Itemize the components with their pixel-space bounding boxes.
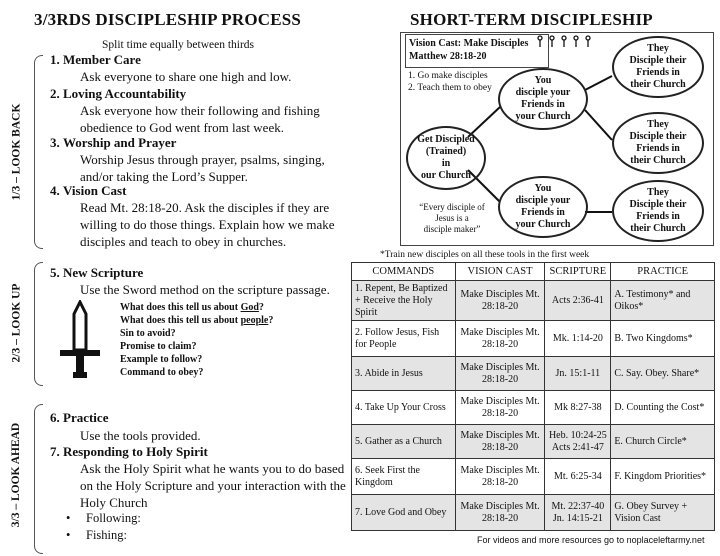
they-circle-1: They Disciple their Friends in their Church bbox=[612, 36, 704, 98]
question-people: What does this tell us about people? bbox=[120, 315, 274, 326]
cell-scripture: Jn. 15:1-11 bbox=[545, 357, 611, 391]
table-row bbox=[352, 495, 715, 531]
cell-scripture: Heb. 10:24-25 Acts 2:41-47 bbox=[545, 425, 611, 459]
item-holy-spirit-line-2: on the Holy Scripture and your interaction with the bbox=[80, 478, 346, 493]
item-accountability-line-2: obedience to God went from last week. bbox=[80, 120, 284, 135]
table-note: *Train new disciples on all these tools in the first week bbox=[380, 250, 590, 260]
bullet-following: • Following: bbox=[66, 511, 141, 525]
question-god: What does this tell us about God? bbox=[120, 302, 264, 313]
table-row bbox=[352, 357, 715, 391]
cell-vision: Make Disciples Mt. 28:18-20 bbox=[455, 281, 545, 321]
item-loving-accountability: 2. Loving Accountability bbox=[50, 86, 187, 101]
left-title: 3/3RDS DISCIPLESHIP PROCESS bbox=[34, 10, 302, 29]
cell-practice: A. Testimony* and Oikos* bbox=[611, 281, 715, 321]
item-holy-spirit: 7. Responding to Holy Spirit bbox=[50, 444, 208, 459]
split-time-note: Split time equally between thirds bbox=[102, 39, 255, 51]
cell-practice: F. Kingdom Priorities* bbox=[611, 459, 715, 495]
item-member-care-text: Ask everyone to share one high and low. bbox=[80, 69, 292, 84]
bracket-look-up bbox=[34, 262, 43, 386]
item-accountability-line-1: Ask everyone how their following and fishing bbox=[80, 103, 320, 118]
cell-command: 3. Abide in Jesus bbox=[352, 357, 456, 391]
header-practice: PRACTICE bbox=[611, 263, 715, 281]
cell-vision: Make Disciples Mt. 28:18-20 bbox=[455, 321, 545, 357]
cell-command: 1. Repent, Be Baptized + Receive the Holy Spirit bbox=[352, 281, 456, 321]
question-example: Example to follow? bbox=[120, 354, 203, 365]
item-holy-spirit-line-3: Holy Church bbox=[80, 495, 148, 510]
right-title: SHORT-TERM DISCIPLESHIP bbox=[410, 10, 653, 29]
cell-scripture: Acts 2:36-41 bbox=[545, 281, 611, 321]
they-circle-2: They Disciple their Friends in their Church bbox=[612, 112, 704, 174]
table-row bbox=[352, 321, 715, 357]
cell-command: 7. Love God and Obey bbox=[352, 495, 456, 531]
cell-vision: Make Disciples Mt. 28:18-20 bbox=[455, 425, 545, 459]
item-worship-prayer: 3. Worship and Prayer bbox=[50, 135, 177, 150]
cell-practice: G. Obey Survey + Vision Cast bbox=[611, 495, 715, 531]
cell-vision: Make Disciples Mt. 28:18-20 bbox=[455, 391, 545, 425]
you-circle-top: You disciple your Friends in your Church bbox=[498, 68, 588, 130]
item-holy-spirit-line-1: Ask the Holy Spirit what he wants you to do based bbox=[80, 461, 345, 476]
you-circle-bottom: You disciple your Friends in your Church bbox=[498, 176, 588, 238]
item-worship-line-1: Worship Jesus through prayer, psalms, singing, bbox=[80, 152, 325, 167]
center-circle: Get Discipled (Trained) in our Church bbox=[406, 126, 486, 190]
item-worship-line-2: and/or taking the Lord’s Supper. bbox=[80, 169, 248, 184]
header-scripture: SCRIPTURE bbox=[545, 263, 611, 281]
footer-resources: For videos and more resources go to noplaceleftarmy.net bbox=[477, 535, 705, 545]
item-practice-text: Use the tools provided. bbox=[80, 428, 201, 443]
they-circle-3: They Disciple their Friends in their Church bbox=[612, 180, 704, 242]
item-vision-line-1: Read Mt. 28:18-20. Ask the disciples if they are bbox=[80, 200, 330, 215]
bracket-look-back bbox=[34, 55, 43, 249]
question-sin: Sin to avoid? bbox=[120, 328, 176, 339]
cell-scripture: Mt. 6:25-34 bbox=[545, 459, 611, 495]
cell-practice: B. Two Kingdoms* bbox=[611, 321, 715, 357]
item-member-care: 1. Member Care bbox=[50, 52, 141, 67]
item-new-scripture: 5. New Scripture bbox=[50, 265, 144, 280]
vision-box: Vision Cast: Make Disciples Matthew 28:18-20 bbox=[405, 34, 549, 68]
table-header-row bbox=[352, 263, 715, 281]
side-label-look-back: 1/3 – LOOK BACK bbox=[10, 103, 22, 201]
item-vision-cast: 4. Vision Cast bbox=[50, 183, 127, 198]
table-row bbox=[352, 425, 715, 459]
cell-command: 6. Seek First the Kingdom bbox=[352, 459, 456, 495]
cell-vision: Make Disciples Mt. 28:18-20 bbox=[455, 495, 545, 531]
item-practice: 6. Practice bbox=[50, 410, 109, 425]
item-new-scripture-text: Use the Sword method on the scripture passage. bbox=[80, 282, 330, 297]
table-row bbox=[352, 281, 715, 321]
question-command: Command to obey? bbox=[120, 367, 204, 378]
item-vision-line-2: willing to do those things. Explain how we make bbox=[80, 217, 335, 232]
cell-scripture: Mt. 22:37-40 Jn. 14:15-21 bbox=[545, 495, 611, 531]
table-row bbox=[352, 459, 715, 495]
cell-vision: Make Disciples Mt. 28:18-20 bbox=[455, 459, 545, 495]
vision-steps: 1. Go make disciples 2. Teach them to obey bbox=[408, 71, 492, 93]
header-commands: COMMANDS bbox=[352, 263, 456, 281]
side-label-look-up: 2/3 – LOOK UP bbox=[10, 283, 22, 363]
cell-practice: E. Church Circle* bbox=[611, 425, 715, 459]
table-row bbox=[352, 391, 715, 425]
diagram-quote: “Every disciple of Jesus is a disciple maker” bbox=[419, 202, 485, 234]
header-vision-cast: VISION CAST bbox=[455, 263, 545, 281]
cell-practice: D. Counting the Cost* bbox=[611, 391, 715, 425]
question-promise: Promise to claim? bbox=[120, 341, 197, 352]
cell-command: 2. Follow Jesus, Fish for People bbox=[352, 321, 456, 357]
tools-table bbox=[351, 262, 715, 531]
cell-practice: C. Say. Obey. Share* bbox=[611, 357, 715, 391]
cell-scripture: Mk 8:27-38 bbox=[545, 391, 611, 425]
sword-icon bbox=[52, 300, 108, 380]
bracket-look-ahead bbox=[34, 404, 43, 554]
cell-command: 5. Gather as a Church bbox=[352, 425, 456, 459]
item-vision-line-3: disciples and teach to obey in churches. bbox=[80, 234, 287, 249]
cell-vision: Make Disciples Mt. 28:18-20 bbox=[455, 357, 545, 391]
bullet-fishing: • Fishing: bbox=[66, 528, 127, 542]
cell-command: 4. Take Up Your Cross bbox=[352, 391, 456, 425]
cell-scripture: Mk. 1:14-20 bbox=[545, 321, 611, 357]
side-label-look-ahead: 3/3 – LOOK AHEAD bbox=[10, 422, 23, 528]
